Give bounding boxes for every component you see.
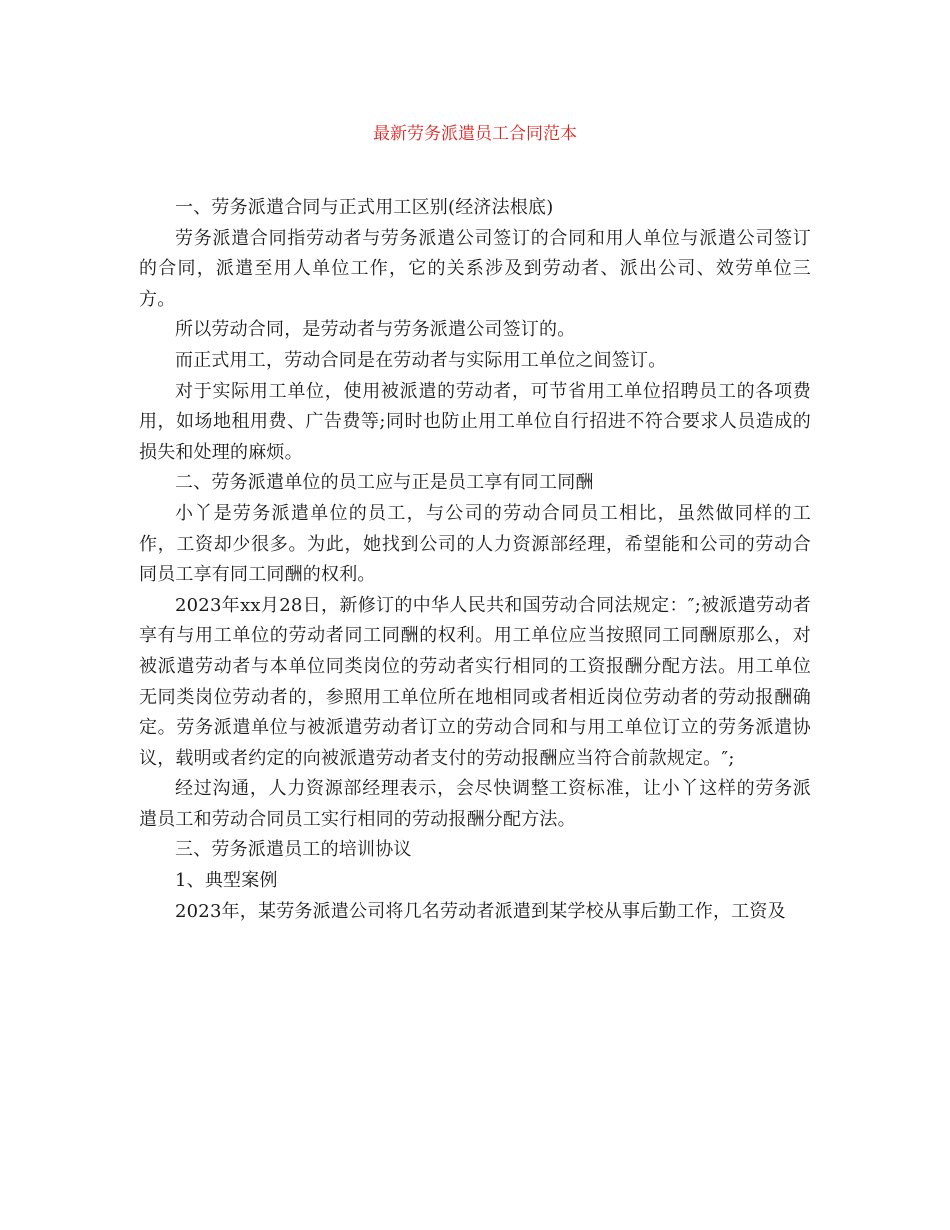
paragraph: 对于实际用工单位，使用被派遣的劳动者，可节省用工单位招聘员工的各项费用，如场地租用费、广告费等;同时也防止用工单位自行招进不符合要求人员造成的损失和处理的麻烦。 (139, 380, 811, 463)
paragraph: 所以劳动合同，是劳动者与劳务派遣公司签订的。 (175, 319, 576, 341)
paragraph-section-3-heading: 三、劳务派遣员工的培训协议 (175, 839, 412, 861)
paragraph: 而正式用工，劳动合同是在劳动者与实际用工单位之间签订。 (175, 349, 667, 371)
paragraph: 小丫是劳务派遣单位的员工，与公司的劳动合同员工相比，虽然做同样的工作，工资却少很多。为此，她找到公司的人力资源部经理，希望能和公司的劳动合同员工享有同工同酬的权利。 (139, 502, 811, 586)
paragraph: 经过沟通，人力资源部经理表示，会尽快调整工资标准，让小丫这样的劳务派遣员工和劳动合同员工实行相同的劳动报酬分配方法。 (139, 778, 811, 830)
paragraph: 2023年，某劳务派遣公司将几名劳动者派遣到某学校从事后勤工作，工资及 (175, 900, 786, 922)
paragraph: 劳务派遣合同指劳动者与劳务派遣公司签订的合同和用人单位与派遣公司签订的合同，派遣至用人单位工作，它的关系涉及到劳动者、派出公司、效劳单位三方。 (139, 227, 811, 310)
document-title: 最新劳务派遣员工合同范本 (373, 124, 577, 144)
document-body (139, 193, 811, 927)
paragraph-section-2-heading: 二、劳务派遣单位的员工应与正是员工享有同工同酬 (175, 472, 594, 494)
paragraph-section-1-heading: 一、劳务派遣合同与正式用工区别(经济法根底) (175, 197, 554, 218)
paragraph-subheading: 1、典型案例 (175, 870, 278, 892)
paragraph-law-quote: 2023年xx月28日，新修订的中华人民共和国劳动合同法规定：″;被派遣劳动者享有与用工单位的劳动者同工同酬的权利。用工单位应当按照同工同酬原那么，对被派遣劳动者与本单位同类岗位的劳动者实行相同的工资报酬分配方法。用工单位无同类岗位劳动者的，参照用工单位所在地相同或者相近岗位劳动者的劳动报酬确定。劳务派遣单位与被派遣劳动者订立的劳动合同和与用工单位订立的劳务派遣协议，载明或者约定的向被派遣劳动者支付的劳动报酬应当符合前款规定。″; (139, 594, 811, 769)
